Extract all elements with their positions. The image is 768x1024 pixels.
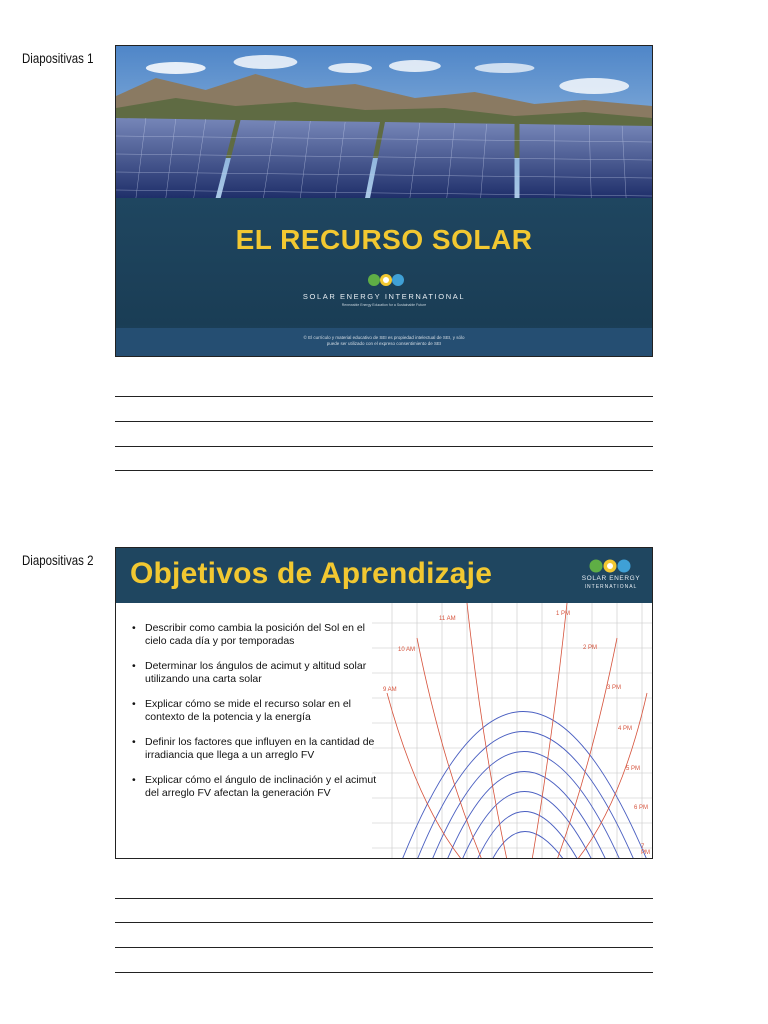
- sei-logo-icon: [588, 558, 632, 574]
- note-line: [115, 396, 653, 397]
- chart-label: 5 PM: [626, 766, 641, 772]
- note-line: [115, 898, 653, 899]
- chart-label: 11 AM: [439, 616, 456, 622]
- chart-label: 1 PM: [556, 611, 571, 617]
- slide-title: Objetivos de Aprendizaje: [130, 557, 493, 590]
- slide-label-2: Diapositivas 2: [22, 552, 94, 568]
- copyright-notice: [116, 335, 652, 347]
- chart-label: 3 PM: [607, 685, 622, 691]
- sei-logo-icon: [366, 272, 406, 288]
- solar-panels-photo: [116, 46, 652, 198]
- chart-label: 10 AM: [398, 647, 416, 653]
- org-name: SOLAR ENERGY INTERNATIONAL: [302, 292, 466, 301]
- note-line: [115, 446, 653, 447]
- copyright-line-1: © El currículo y material educativo de SEI es propiedad intelectual de SEI, y sólo: [303, 335, 465, 340]
- objective-item: • Definir los factores que influyen en la cantidad de irradiancia que llega a un arreglo FV: [132, 736, 384, 761]
- chart-label: 6 PM: [634, 805, 649, 811]
- copyright-line-2: puede ser utilizado con el expreso consentimiento de SEI: [326, 341, 442, 346]
- chart-label: 4 PM: [618, 726, 633, 732]
- note-line: [115, 922, 653, 923]
- objective-item: • Determinar los ángulos de acimut y altitud solar utilizando una carta solar: [132, 660, 384, 685]
- note-line: [115, 470, 653, 471]
- note-line: [115, 421, 653, 422]
- note-line: [115, 947, 653, 948]
- note-line: [115, 972, 653, 973]
- org-tagline: Renewable Energy Education for a Sustainable Future: [341, 303, 427, 307]
- slide-thumbnail-1[interactable]: [115, 45, 653, 357]
- org-name-line-1: SOLAR ENERGY: [581, 575, 641, 582]
- org-name-line-2: INTERNATIONAL: [584, 584, 638, 590]
- objective-item: • Explicar cómo el ángulo de inclinación y el acimut del arreglo FV afectan la generación FV: [132, 774, 384, 799]
- chart-label: 2 PM: [583, 645, 598, 651]
- chart-label: 7 PM: [641, 844, 650, 856]
- sun-path-chart: [372, 603, 653, 859]
- slide-thumbnail-2[interactable]: [115, 547, 653, 859]
- objective-item: • Describir como cambia la posición del Sol en el cielo cada día y por temporadas: [132, 622, 384, 647]
- slide-label-1: Diapositivas 1: [22, 50, 94, 66]
- chart-label: 9 AM: [383, 687, 397, 693]
- objective-item: • Explicar cómo se mide el recurso solar en el contexto de la potencia y la energía: [132, 698, 384, 723]
- objectives-list: [132, 622, 384, 812]
- slide-title: EL RECURSO SOLAR: [235, 224, 533, 255]
